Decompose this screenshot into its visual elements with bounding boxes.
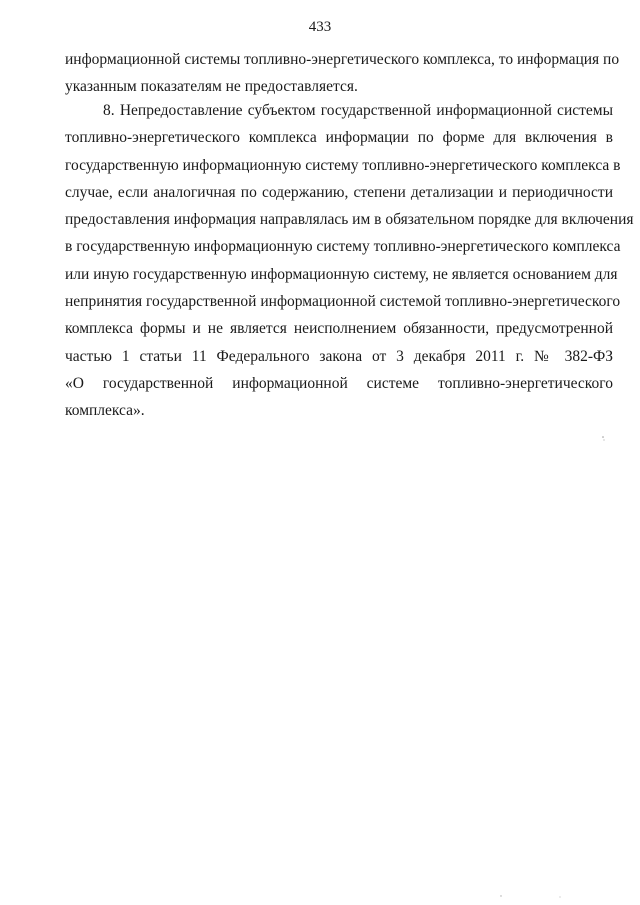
text-line: комплекса». <box>65 402 145 420</box>
text-line: «О государственной информационной системе топливно-энергетического <box>65 374 613 392</box>
text-line: непринятия государственной информационной системой топливно-энергетического <box>65 293 621 311</box>
text-line: топливно-энергетического комплекса информации по форме для включения в <box>65 129 613 147</box>
text-line: государственную информационную систему топливно-энергетического комплекса в <box>65 156 621 174</box>
page-number: 433 <box>308 19 332 35</box>
text-line: в государственную информационную систему топливно-энергетического комплекса <box>65 238 621 256</box>
text-line: или иную государственную информационную систему, не является основанием для <box>65 265 618 283</box>
paragraph-8 <box>65 97 634 425</box>
text-line: информационной системы топливно-энергетического комплекса, то информация по <box>65 51 620 68</box>
text-line: 8. Непредоставление субъектом государственной информационной системы <box>103 102 613 119</box>
text-line: комплекса формы и не является неисполнением обязанности, предусмотренной <box>65 320 613 338</box>
continuation-paragraph <box>65 46 620 101</box>
text-line: частью 1 статьи 11 Федерального закона от 3 декабря 2011 г. № 382-ФЗ <box>65 347 613 365</box>
text-line: предоставления информация направлялась им в обязательном порядке для включения <box>65 211 634 229</box>
text-line: указанным показателям не предоставляется. <box>65 78 358 96</box>
text-line: случае, если аналогичная по содержанию, степени детализации и периодичности <box>65 183 613 201</box>
